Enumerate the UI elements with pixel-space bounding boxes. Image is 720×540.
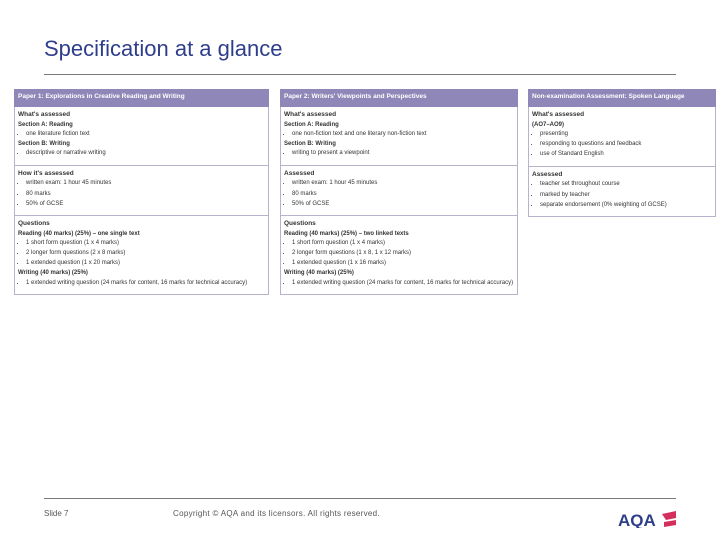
paper2-how-assessed-section — [280, 166, 518, 216]
footer-divider — [44, 498, 676, 499]
list-item: • 1 extended question (1 x 16 marks) — [292, 260, 514, 267]
paper1-writing-line: Writing (40 marks) (25%) — [18, 270, 88, 277]
paper2-panel — [280, 89, 518, 386]
list-item: • teacher set throughout course — [540, 181, 712, 188]
paper1-reading-line: Reading (40 marks) (25%) – one single text — [18, 230, 140, 237]
list-item: • 2 longer form questions (2 x 8 marks) — [26, 250, 265, 257]
list-item: • one literature fiction text — [26, 131, 265, 138]
list-item: • written exam: 1 hour 45 minutes — [292, 180, 514, 187]
paper2-reading-line: Reading (40 marks) (25%) – two linked texts — [284, 230, 409, 237]
paper1-section-b: Section B: Writing — [18, 141, 70, 148]
nea-assessed: Assessed — [532, 170, 563, 178]
slide-number: Slide 7 — [44, 509, 69, 518]
list-item: • descriptive or narrative writing — [26, 150, 265, 157]
nea-assessed-section — [528, 167, 716, 217]
paper2-how-assessed: Assessed — [284, 169, 315, 177]
list-item: • one non-fiction text and one literary non-fiction text — [292, 131, 514, 138]
paper1-whats-assessed-section — [14, 107, 269, 166]
paper1-section-a: Section A: Reading — [18, 121, 73, 128]
list-item: • 1 short form question (1 x 4 marks) — [292, 240, 514, 247]
list-item: • presenting — [540, 131, 712, 138]
paper1-how-assessed-section — [14, 166, 269, 216]
list-item: • writing to present a viewpoint — [292, 150, 514, 157]
nea-header: Non-examination Assessment: Spoken Language — [528, 89, 716, 107]
paper2-questions: Questions — [284, 219, 316, 227]
page-title: Specification at a glance — [44, 36, 283, 61]
paper1-questions-section — [14, 216, 269, 295]
paper1-questions: Questions — [18, 219, 50, 227]
list-item: • marked by teacher — [540, 192, 712, 199]
paper2-writing-line: Writing (40 marks) (25%) — [284, 270, 354, 277]
list-item: • separate endorsement (0% weighting of GCSE) — [540, 202, 712, 209]
nea-whats-assessed-section — [528, 107, 716, 167]
paper1-how-assessed: How it's assessed — [18, 169, 74, 177]
list-item: • 1 extended writing question (24 marks for content, 16 marks for technical accuracy) — [26, 280, 265, 287]
list-item: • 50% of GCSE — [26, 201, 265, 208]
paper2-section-b: Section B: Writing — [284, 141, 336, 148]
aqa-logo — [618, 510, 678, 528]
paper1-whats-assessed: What's assessed — [18, 111, 71, 118]
paper1-header: Paper 1: Explorations in Creative Reading and Writing — [14, 89, 269, 107]
list-item: • 1 extended writing question (24 marks for content, 16 marks for technical accuracy) — [292, 280, 514, 287]
list-item: • use of Standard English — [540, 151, 712, 158]
paper1-panel — [14, 89, 269, 386]
paper2-header: Paper 2: Writers' Viewpoints and Perspectives — [280, 89, 518, 107]
paper2-section-a: Section A: Reading — [284, 121, 339, 128]
nea-ao-line: (AO7–AO9) — [532, 121, 565, 128]
title-divider — [44, 74, 676, 75]
list-item: • 2 longer form questions (1 x 8, 1 x 12 marks) — [292, 250, 514, 257]
list-item: • responding to questions and feedback — [540, 141, 712, 148]
list-item: • 80 marks — [26, 191, 265, 198]
copyright-notice: Copyright © AQA and its licensors. All rights reserved. — [173, 509, 380, 518]
list-item: • 1 extended question (1 x 20 marks) — [26, 260, 265, 267]
paper2-whats-assessed: What's assessed — [284, 111, 337, 118]
list-item: • 80 marks — [292, 191, 514, 198]
nea-panel — [528, 89, 716, 267]
list-item: • 1 short form question (1 x 4 marks) — [26, 240, 265, 247]
list-item: • written exam: 1 hour 45 minutes — [26, 180, 265, 187]
paper2-questions-section — [280, 216, 518, 295]
svg-text:AQA: AQA — [618, 511, 656, 528]
paper2-whats-assessed-section — [280, 107, 518, 166]
nea-whats-assessed: What's assessed — [532, 111, 585, 118]
list-item: • 50% of GCSE — [292, 201, 514, 208]
